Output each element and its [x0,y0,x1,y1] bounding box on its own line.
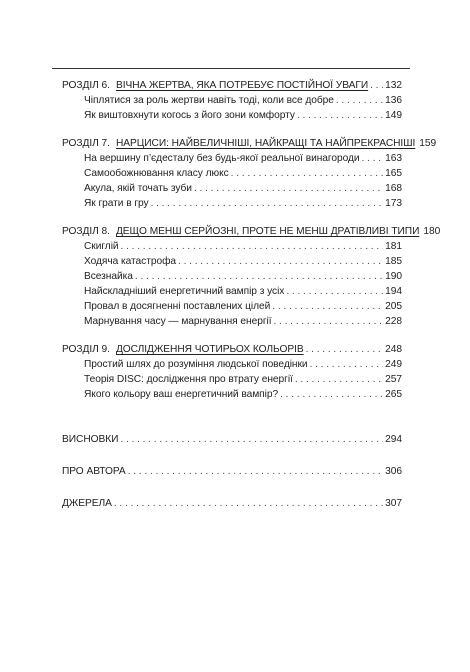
page-number: 181 [385,241,402,252]
section-title: Скиглій [84,241,119,252]
section-title: Всезнайка [84,271,133,282]
section-title: Простий шлях до розуміння людської поведінки [84,359,308,370]
toc-chapter-7 [62,136,437,211]
page-number: 165 [385,168,402,179]
toc-section-entry[interactable] [62,357,402,372]
toc-section-entry[interactable] [62,181,402,196]
section-title: Як грати в гру [84,198,149,209]
dot-leader [128,464,383,479]
chapter-title: ВІЧНА ЖЕРТВА, ЯКА ПОТРЕБУЄ ПОСТІЙНОЇ УВАГИ [115,80,369,91]
dot-leader [336,93,383,108]
chapter-label: РОЗДІЛ 6. [62,80,110,91]
chapter-label: РОЗДІЛ 7. [62,138,110,149]
dot-leader [286,284,383,299]
chapter-label: РОЗДІЛ 9. [62,344,110,355]
dot-leader [178,254,383,269]
dot-leader [297,108,383,123]
page-number: 168 [385,183,402,194]
section-title: Найскладніший енергетичний вампір з усіх [84,286,285,297]
chapter-label: РОЗДІЛ 8. [62,226,110,237]
chapter-title: НАРЦИСИ: НАЙВЕЛИЧНІШІ, НАЙКРАЩІ ТА НАЙПРЕКРАСНІШІ [115,138,416,149]
page-number: 228 [385,316,402,327]
page-number: 185 [385,256,402,267]
toc-chapter-entry[interactable] [62,224,441,239]
toc-chapter-8 [62,224,441,329]
dot-leader [194,181,383,196]
toc-section-entry[interactable] [62,269,402,284]
toc-section-entry[interactable] [62,314,402,329]
page-number: 136 [385,95,402,106]
page-number: 306 [385,466,402,477]
toc-chapter-6 [62,78,402,123]
section-title: Марнування часу — марнування енергії [84,316,272,327]
page-number: 149 [385,110,402,121]
toc-chapter-9 [62,342,402,402]
toc-section-entry[interactable] [62,372,402,387]
page-number: 173 [385,198,402,209]
dot-leader [306,342,384,357]
section-title: Теорія DISC: дослідження про втрату енергії [84,374,293,385]
section-title: Самообожнювання класу люкс [84,168,229,179]
chapter-title: ДЕЩО МЕНШ СЕРЙОЗНІ, ПРОТЕ НЕ МЕНШ ДРАТІВЛИВІ ТИПИ [115,226,420,237]
page-number: 294 [385,434,402,445]
dot-leader [121,239,384,254]
toc-chapter-entry[interactable] [62,78,402,93]
page-number: 257 [385,374,402,385]
toc-section-entry[interactable] [62,387,402,402]
toc-chapter-entry[interactable] [62,136,437,151]
dot-leader [114,496,383,511]
page-number: 180 [423,226,441,237]
entry-title: ДЖЕРЕЛА [62,498,112,509]
section-title: Провал в досягненні поставлених цілей [84,301,271,312]
toc-entry-about-author[interactable] [62,464,402,479]
page-number: 249 [385,359,402,370]
table-of-contents [62,78,441,511]
top-rule [52,68,410,69]
dot-leader [280,387,383,402]
page-number: 205 [385,301,402,312]
dot-leader [370,78,383,93]
toc-section-entry[interactable] [62,254,402,269]
toc-section-entry[interactable] [62,239,402,254]
section-title: Ходяча катастрофа [84,256,177,267]
toc-section-entry[interactable] [62,93,402,108]
entry-title: ВИСНОВКИ [62,434,119,445]
section-title: Акула, якій точать зуби [84,183,192,194]
toc-chapter-entry[interactable] [62,342,402,357]
page-number: 194 [385,286,402,297]
page-number: 159 [419,138,437,149]
toc-section-entry[interactable] [62,166,402,181]
section-title: Чіплятися за роль жертви навіть тоді, коли все добре [84,95,334,106]
page-number: 163 [385,153,402,164]
toc-section-entry[interactable] [62,196,402,211]
page-number: 132 [385,80,402,91]
page-number: 265 [385,389,402,400]
dot-leader [135,269,383,284]
toc-section-entry[interactable] [62,151,402,166]
page-number: 248 [385,344,402,355]
entry-title: ПРО АВТОРА [62,466,126,477]
dot-leader [295,372,383,387]
section-title: На вершину п’єдесталу без будь-якої реальної винагороди [84,153,360,164]
toc-section-entry[interactable] [62,108,402,123]
dot-leader [151,196,384,211]
toc-entry-sources[interactable] [62,496,402,511]
dot-leader [120,432,383,447]
dot-leader [272,299,383,314]
dot-leader [273,314,383,329]
section-title: Якого кольору ваш енергетичний вампір? [84,389,279,400]
dot-leader [362,151,384,166]
dot-leader [310,357,384,372]
section-title: Як виштовхнути когось з його зони комфорту [84,110,295,121]
toc-section-entry[interactable] [62,284,402,299]
dot-leader [231,166,383,181]
page-number: 190 [385,271,402,282]
toc-entry-conclusions[interactable] [62,432,402,447]
page-number: 307 [385,498,402,509]
toc-section-entry[interactable] [62,299,402,314]
chapter-title: ДОСЛІДЖЕННЯ ЧОТИРЬОХ КОЛЬОРІВ [115,344,304,355]
